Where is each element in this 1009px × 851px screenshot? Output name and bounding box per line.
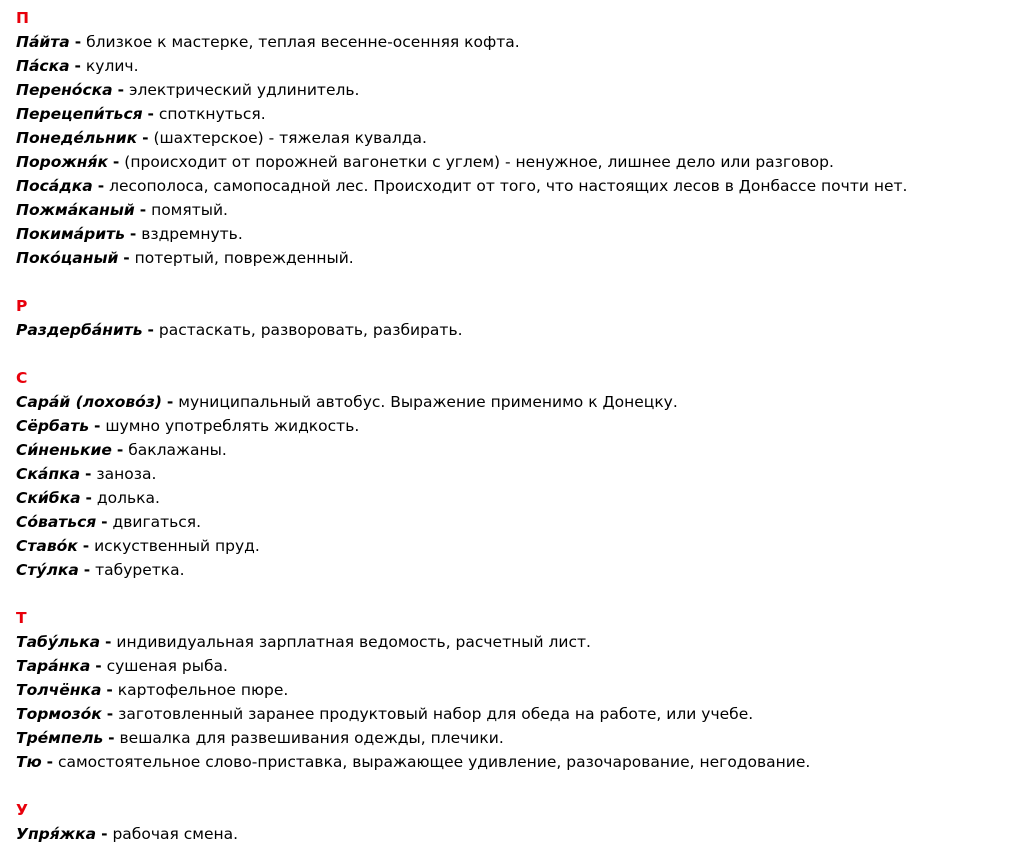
glossary-entry: [16, 54, 1009, 78]
entry-term: Упря́жка: [16, 825, 97, 843]
glossary-entry: [16, 750, 1009, 774]
entry-separator: -: [101, 513, 108, 531]
entry-separator: -: [108, 729, 115, 747]
entry-separator: -: [97, 177, 105, 195]
section-letter: С: [16, 369, 28, 387]
entry-separator: -: [106, 705, 114, 723]
entry-separator: -: [46, 753, 54, 771]
glossary-entry: [16, 318, 1009, 342]
entry-definition: (происходит от порожней вагонетки с углем) - ненужное, лишнее дело или разговор.: [124, 153, 834, 171]
entry-term: Со́ваться: [16, 513, 97, 531]
entry-separator: -: [101, 825, 108, 843]
glossary-entry: [16, 726, 1009, 750]
entry-definition: помятый.: [151, 201, 228, 219]
glossary-entry: [16, 126, 1009, 150]
glossary-entry: [16, 438, 1009, 462]
glossary-entry: [16, 654, 1009, 678]
glossary-entry: [16, 150, 1009, 174]
entry-separator: -: [142, 129, 149, 147]
section-r: [16, 294, 1009, 342]
entry-term: Тара́нка: [16, 657, 91, 675]
glossary-entry: [16, 534, 1009, 558]
entry-term: Ска́пка: [16, 465, 81, 483]
entry-term: Раздерба́нить: [16, 321, 143, 339]
entry-separator: -: [106, 681, 113, 699]
entry-separator: -: [83, 561, 91, 579]
section-letter: Р: [16, 297, 28, 315]
entry-definition: индивидуальная зарплатная ведомость, расчетный лист.: [116, 633, 591, 651]
entry-definition: муниципальный автобус. Выражение применимо к Донецку.: [178, 393, 678, 411]
glossary-entry: [16, 702, 1009, 726]
glossary-entry: [16, 390, 1009, 414]
section-s: [16, 366, 1009, 582]
entry-definition: кулич.: [85, 57, 139, 75]
entry-definition: самостоятельное слово-приставка, выражающее удивление, разочарование, негодование.: [57, 753, 811, 771]
entry-definition: картофельное пюре.: [117, 681, 289, 699]
entry-separator: -: [105, 633, 112, 651]
entry-term: Тормозо́к: [16, 705, 102, 723]
entry-term: Толчёнка: [16, 681, 102, 699]
entry-term: Тре́мпель: [16, 729, 104, 747]
entry-separator: -: [94, 417, 101, 435]
entry-term: Поко́цаный: [16, 249, 119, 267]
entry-definition: растаскать, разворовать, разбирать.: [158, 321, 463, 339]
entry-term: Па́ска: [16, 57, 70, 75]
entry-separator: -: [116, 441, 124, 459]
glossary-entry: [16, 510, 1009, 534]
section-p: [16, 6, 1009, 270]
entry-term: Покима́рить: [16, 225, 125, 243]
entry-separator: -: [84, 465, 92, 483]
section-u: [16, 798, 1009, 846]
glossary-entry: [16, 78, 1009, 102]
entry-definition: потертый, поврежденный.: [134, 249, 354, 267]
entry-definition: заноза.: [96, 465, 157, 483]
entry-term: Си́ненькие: [16, 441, 112, 459]
entry-term: Перецепи́ться: [16, 105, 143, 123]
glossary-entry: [16, 198, 1009, 222]
entry-definition: сушеная рыба.: [106, 657, 228, 675]
glossary-entry: [16, 246, 1009, 270]
entry-definition: вздремнуть.: [141, 225, 243, 243]
glossary-entry: [16, 30, 1009, 54]
entry-separator: -: [74, 57, 81, 75]
entry-definition: двигаться.: [112, 513, 202, 531]
entry-definition: близкое к мастерке, теплая весенне-осенняя кофта.: [86, 33, 520, 51]
entry-separator: -: [95, 657, 102, 675]
entry-term: Поса́дка: [16, 177, 93, 195]
entry-definition: вешалка для развешивания одежды, плечики.: [119, 729, 504, 747]
entry-separator: -: [147, 105, 154, 123]
entry-separator: -: [139, 201, 147, 219]
entry-separator: -: [147, 321, 154, 339]
entry-term: Тю: [16, 753, 42, 771]
entry-separator: -: [123, 249, 130, 267]
glossary-entry: [16, 558, 1009, 582]
entry-term: Сара́й (лохово́з): [16, 393, 162, 411]
entry-term: Пожма́каный: [16, 201, 135, 219]
entry-term: Перено́ска: [16, 81, 113, 99]
entry-term: Ставо́к: [16, 537, 78, 555]
glossary-entry: [16, 414, 1009, 438]
glossary-entry: [16, 630, 1009, 654]
glossary-entry: [16, 462, 1009, 486]
glossary-entry: [16, 822, 1009, 846]
entry-definition: споткнуться.: [158, 105, 266, 123]
entry-term: Понеде́льник: [16, 129, 138, 147]
entry-definition: шумно употреблять жидкость.: [105, 417, 360, 435]
entry-term: Ски́бка: [16, 489, 81, 507]
section-t: [16, 606, 1009, 774]
entry-definition: лесополоса, самопосадной лес. Происходит от того, что настоящих лесов в Донбассе почти нет.: [109, 177, 908, 195]
entry-term: Сту́лка: [16, 561, 79, 579]
entry-term: Сёрбать: [16, 417, 90, 435]
entry-separator: -: [117, 81, 124, 99]
entry-definition: табуретка.: [95, 561, 185, 579]
entry-definition: баклажаны.: [128, 441, 227, 459]
entry-definition: искуственный пруд.: [94, 537, 260, 555]
entry-separator: -: [112, 153, 120, 171]
entry-separator: -: [166, 393, 174, 411]
glossary-entry: [16, 222, 1009, 246]
glossary-entry: [16, 486, 1009, 510]
section-letter: Т: [16, 609, 27, 627]
section-letter: П: [16, 9, 29, 27]
glossary-entry: [16, 102, 1009, 126]
entry-definition: заготовленный заранее продуктовый набор для обеда на работе, или учебе.: [118, 705, 754, 723]
entry-definition: долька.: [96, 489, 160, 507]
entry-separator: -: [129, 225, 137, 243]
glossary-entry: [16, 174, 1009, 198]
entry-separator: -: [85, 489, 92, 507]
entry-definition: электрический удлинитель.: [128, 81, 360, 99]
entry-term: Порожня́к: [16, 153, 108, 171]
section-letter: У: [16, 801, 28, 819]
entry-definition: (шахтерское) - тяжелая кувалда.: [153, 129, 427, 147]
glossary-entry: [16, 678, 1009, 702]
entry-separator: -: [74, 33, 82, 51]
entry-separator: -: [82, 537, 90, 555]
entry-definition: рабочая смена.: [112, 825, 239, 843]
entry-term: Табу́лька: [16, 633, 101, 651]
entry-term: Па́йта: [16, 33, 70, 51]
